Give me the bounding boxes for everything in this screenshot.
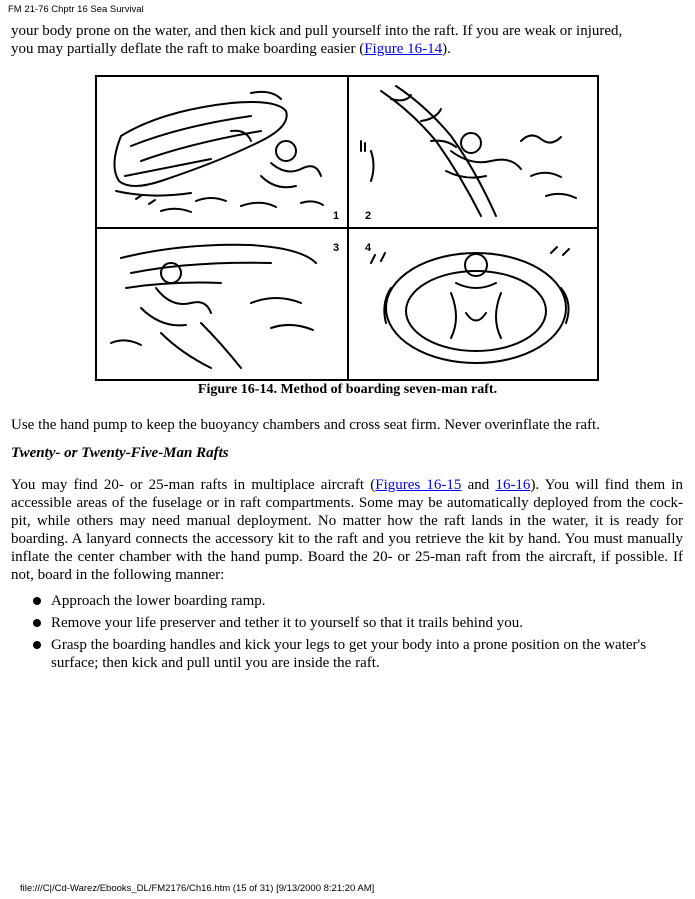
- bullet-icon: [33, 597, 41, 605]
- boarding-steps-list: [11, 592, 683, 676]
- figure-frame: [95, 75, 599, 381]
- intro-line-2: [11, 40, 683, 58]
- intro-line-1: your body prone on the water, and then kick and pull yourself into the raft. If you are weak or injured,: [11, 23, 623, 39]
- list-item-text: Approach the lower boarding ramp.: [51, 593, 266, 609]
- intro-line-2-text: you may partially deflate the raft to make boarding easier (: [11, 41, 365, 57]
- panel-2-illustration: [351, 81, 593, 225]
- figure-16-14: [95, 75, 600, 402]
- list-item: [11, 636, 683, 672]
- figures-16-15-link[interactable]: Figures 16-15: [375, 477, 462, 493]
- panel-1-illustration: [101, 81, 343, 225]
- list-item: [11, 614, 683, 632]
- main-text-mid: and: [461, 477, 496, 493]
- figure-divider-horizontal: [97, 227, 597, 229]
- page-header: FM 21-76 Chptr 16 Sea Survival: [8, 4, 144, 15]
- list-item: [11, 592, 683, 610]
- panel-2-label: 2: [365, 210, 372, 222]
- section-heading: Twenty- or Twenty-Five-Man Rafts: [11, 445, 229, 461]
- main-paragraph: [11, 476, 683, 584]
- figure-16-14-link[interactable]: Figure 16-14: [364, 41, 443, 57]
- pump-paragraph: Use the hand pump to keep the buoyancy chambers and cross seat firm. Never overinflate the raft.: [11, 417, 600, 433]
- list-item-text: Remove your life preserver and tether it to yourself so that it trails behind you.: [51, 615, 523, 631]
- intro-paragraph: [11, 22, 683, 58]
- panel-3-illustration: [101, 233, 343, 375]
- list-item-text: Grasp the boarding handles and kick your legs to get your body into a prone position on the water's surface; then kick and pull until you are inside the raft.: [51, 637, 647, 671]
- figure-16-16-link[interactable]: 16-16: [495, 477, 531, 493]
- page-footer: file:///C|/Cd-Warez/Ebooks_DL/FM2176/Ch16.htm (15 of 31) [9/13/2000 8:21:20 AM]: [20, 883, 375, 894]
- panel-4-illustration: [351, 233, 593, 375]
- main-text-pre: You may find 20- or 25-man rafts in multiplace aircraft (: [11, 477, 376, 493]
- intro-line-2-end: ).: [442, 41, 451, 57]
- main-text-post: ). You will find them in accessible areas of the fuselage or in raft compartments. Some may be automatically deployed from the cock-pit, while others may need manual deployment. No matter how the raft lands in the water, it is ready for boarding. A lanyard connects the accessory kit to the raft and you retrieve the kit by hand. You must manually inflate the center chamber with the hand pump. Board the 20- or 25-man raft from the aircraft, if possible. If not, board in the following manner:: [11, 477, 683, 583]
- bullet-icon: [33, 641, 41, 649]
- panel-3-label: 3: [333, 242, 340, 254]
- figure-caption: Figure 16-14. Method of boarding seven-man raft.: [197, 382, 498, 397]
- panel-4-label: 4: [365, 242, 372, 254]
- bullet-icon: [33, 619, 41, 627]
- panel-1-label: 1: [333, 210, 340, 222]
